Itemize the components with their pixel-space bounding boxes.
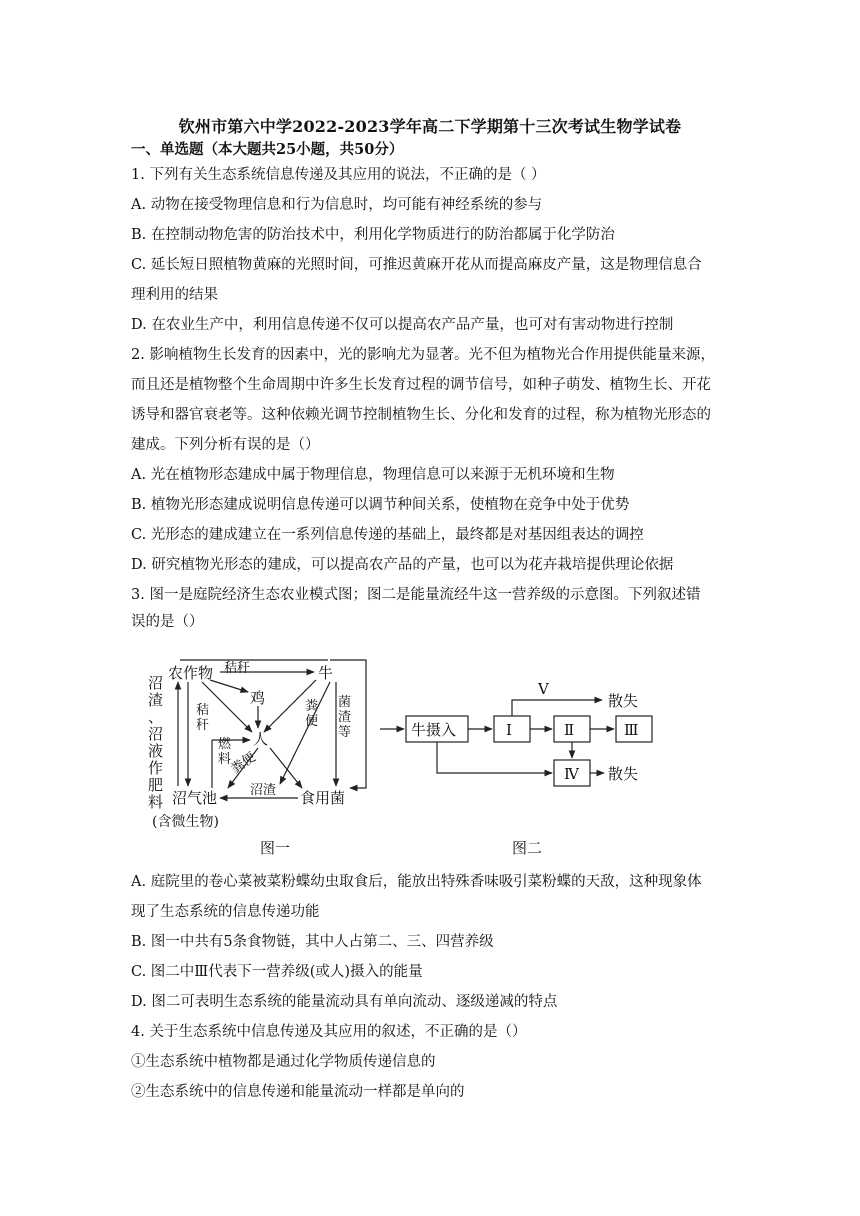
fig1-node-biogas-note: (含微生物) bbox=[152, 814, 219, 830]
fig2-label-ii: Ⅱ bbox=[564, 721, 575, 739]
fig1-label-feces-2: 粪便 bbox=[228, 750, 259, 778]
q1-option-c-line1: C. 延长短日照植物黄麻的光照时间，可推迟黄麻开花从而提高麻皮产量，这是物理信息合 bbox=[131, 257, 702, 273]
fig2-label-intake: 牛摄入 bbox=[411, 721, 457, 739]
fig2-box-i bbox=[494, 716, 530, 742]
section-heading: 一、单选题（本大题共25小题，共50分） bbox=[131, 141, 404, 158]
q2-option-d: D. 研究植物光形态的建成，可以提高农产品的产量，也可以为花卉栽培提供理论依据 bbox=[131, 557, 674, 573]
figure-two bbox=[380, 680, 652, 857]
fig1-left-label bbox=[148, 674, 163, 811]
fig2-label-iii: Ⅲ bbox=[624, 721, 639, 739]
fig1-node-biogas: 沼气池 bbox=[172, 789, 218, 807]
fig1-node-human: 人 bbox=[253, 730, 269, 748]
fig1-node-crop: 农作物 bbox=[168, 664, 214, 682]
fig1-label-straw-top: 秸秆 bbox=[224, 661, 251, 676]
q2-stem-line3: 诱导和器官衰老等。这种依赖光调节控制植物生长、分化和发育的过程，称为植物光形态的 bbox=[131, 407, 711, 423]
fig2-label-loss-1: 散失 bbox=[608, 692, 639, 710]
q1-option-c-line2: 理利用的结果 bbox=[131, 287, 218, 303]
q3-figures bbox=[140, 648, 680, 858]
q2-option-b: B. 植物光形态建成说明信息传递可以调节种间关系，使植物在竞争中处于优势 bbox=[131, 497, 630, 513]
q4-statement-1: ①生态系统中植物都是通过化学物质传递信息的 bbox=[131, 1054, 436, 1070]
q3-option-d: D. 图二可表明生态系统的能量流动具有单向流动、逐级递减的特点 bbox=[131, 994, 558, 1010]
fig1-label-residue: 菌渣等 bbox=[338, 695, 352, 740]
fig2-label-iv: Ⅳ bbox=[564, 765, 579, 783]
fig1-label-fertilizer: 沼渣、沼液作肥料 bbox=[148, 674, 164, 811]
q3-option-a-line1: A. 庭院里的卷心菜被菜粉蝶幼虫取食后，能放出特殊香味吸引菜粉蝶的天敌，这种现象体 bbox=[131, 874, 702, 890]
page-title: 钦州市第六中学2022-2023学年高二下学期第十三次考试生物学试卷 bbox=[178, 117, 682, 136]
q3-stem-line1: 3. 图一是庭院经济生态农业模式图；图二是能量流经牛这一营养级的示意图。下列叙述错 bbox=[131, 587, 701, 603]
q2-option-a: A. 光在植物形态建成中属于物理信息，物理信息可以来源于无机环境和生物 bbox=[131, 467, 615, 483]
q3-stem-line2: 误的是（） bbox=[131, 614, 204, 630]
q2-stem-line2: 而且还是植物整个生命周期中许多生长发育过程的调节信号，如种子萌发、植物生长、开花 bbox=[131, 377, 711, 393]
q3-option-b: B. 图一中共有5条食物链，其中人占第二、三、四营养级 bbox=[131, 934, 494, 950]
fig1-node-cattle: 牛 bbox=[318, 664, 334, 682]
fig1-label-feces-1: 粪便 bbox=[305, 699, 319, 729]
fig2-caption: 图二 bbox=[512, 839, 543, 857]
q2-stem-line4: 建成。下列分析有误的是（） bbox=[131, 437, 320, 453]
q1-option-d: D. 在农业生产中，利用信息传递不仅可以提高农产品产量，也可对有害动物进行控制 bbox=[131, 317, 674, 333]
q1-option-a: A. 动物在接受物理信息和行为信息时，均可能有神经系统的参与 bbox=[131, 197, 543, 213]
q2-option-c: C. 光形态的建成建立在一系列信息传递的基础上，最终都是对基因组表达的调控 bbox=[131, 527, 644, 543]
fig1-node-chicken: 鸡 bbox=[250, 689, 266, 707]
q4-stem: 4. 关于生态系统中信息传递及其应用的叙述，不正确的是（） bbox=[131, 1024, 527, 1040]
fig1-label-slag: 沼渣 bbox=[250, 783, 277, 798]
fig1-node-mushroom: 食用菌 bbox=[300, 789, 346, 807]
q3-option-a-line2: 现了生态系统的信息传递功能 bbox=[131, 904, 320, 920]
q1-stem: 1. 下列有关生态系统信息传递及其应用的说法，不正确的是（ ） bbox=[131, 167, 546, 183]
q2-stem-line1: 2. 影响植物生长发育的因素中，光的影响尤为显著。光不但为植物光合作用提供能量来源， bbox=[131, 347, 715, 363]
q4-statement-2: ②生态系统中的信息传递和能量流动一样都是单向的 bbox=[131, 1084, 465, 1100]
figure-one bbox=[148, 660, 366, 857]
fig1-caption: 图一 bbox=[260, 839, 291, 857]
fig2-label-loss-2: 散失 bbox=[608, 765, 639, 783]
q1-option-b: B. 在控制动物危害的防治技术中，利用化学物质进行的防治都属于化学防治 bbox=[131, 227, 615, 243]
fig2-label-v: Ⅴ bbox=[538, 680, 549, 698]
fig2-label-i: Ⅰ bbox=[506, 721, 512, 739]
fig1-label-fuel: 燃料 bbox=[218, 737, 232, 767]
fig1-label-straw-left: 秸秆 bbox=[196, 703, 210, 733]
q3-option-c: C. 图二中Ⅲ代表下一营养级(或人)摄入的能量 bbox=[131, 964, 423, 980]
